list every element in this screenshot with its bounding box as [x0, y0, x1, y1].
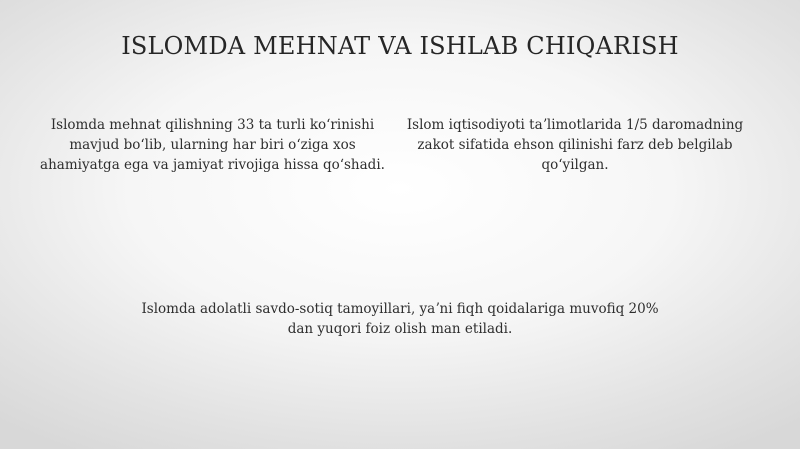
- right-text-block: Islom iqtisodiyoti taʼlimotlarida 1/5 daromadning zakot sifatida ehson qilinishi farz deb belgilab qoʻyilgan.: [406, 117, 744, 173]
- bottom-text-block: Islomda adolatli savdo-sotiq tamoyillari, yaʼni fiqh qoidalariga muvofiq 20% dan yuqori foiz olish man etiladi.: [141, 301, 659, 337]
- left-text-block: Islomda mehnat qilishning 33 ta turli koʻrinishi mavjud boʻlib, ularning har biri oʻziga xos ahamiyatga ega va jamiyat rivojiga hissa qoʻshadi.: [40, 117, 385, 173]
- slide-title: ISLOMDA MEHNAT VA ISHLAB CHIQARISH: [121, 32, 679, 60]
